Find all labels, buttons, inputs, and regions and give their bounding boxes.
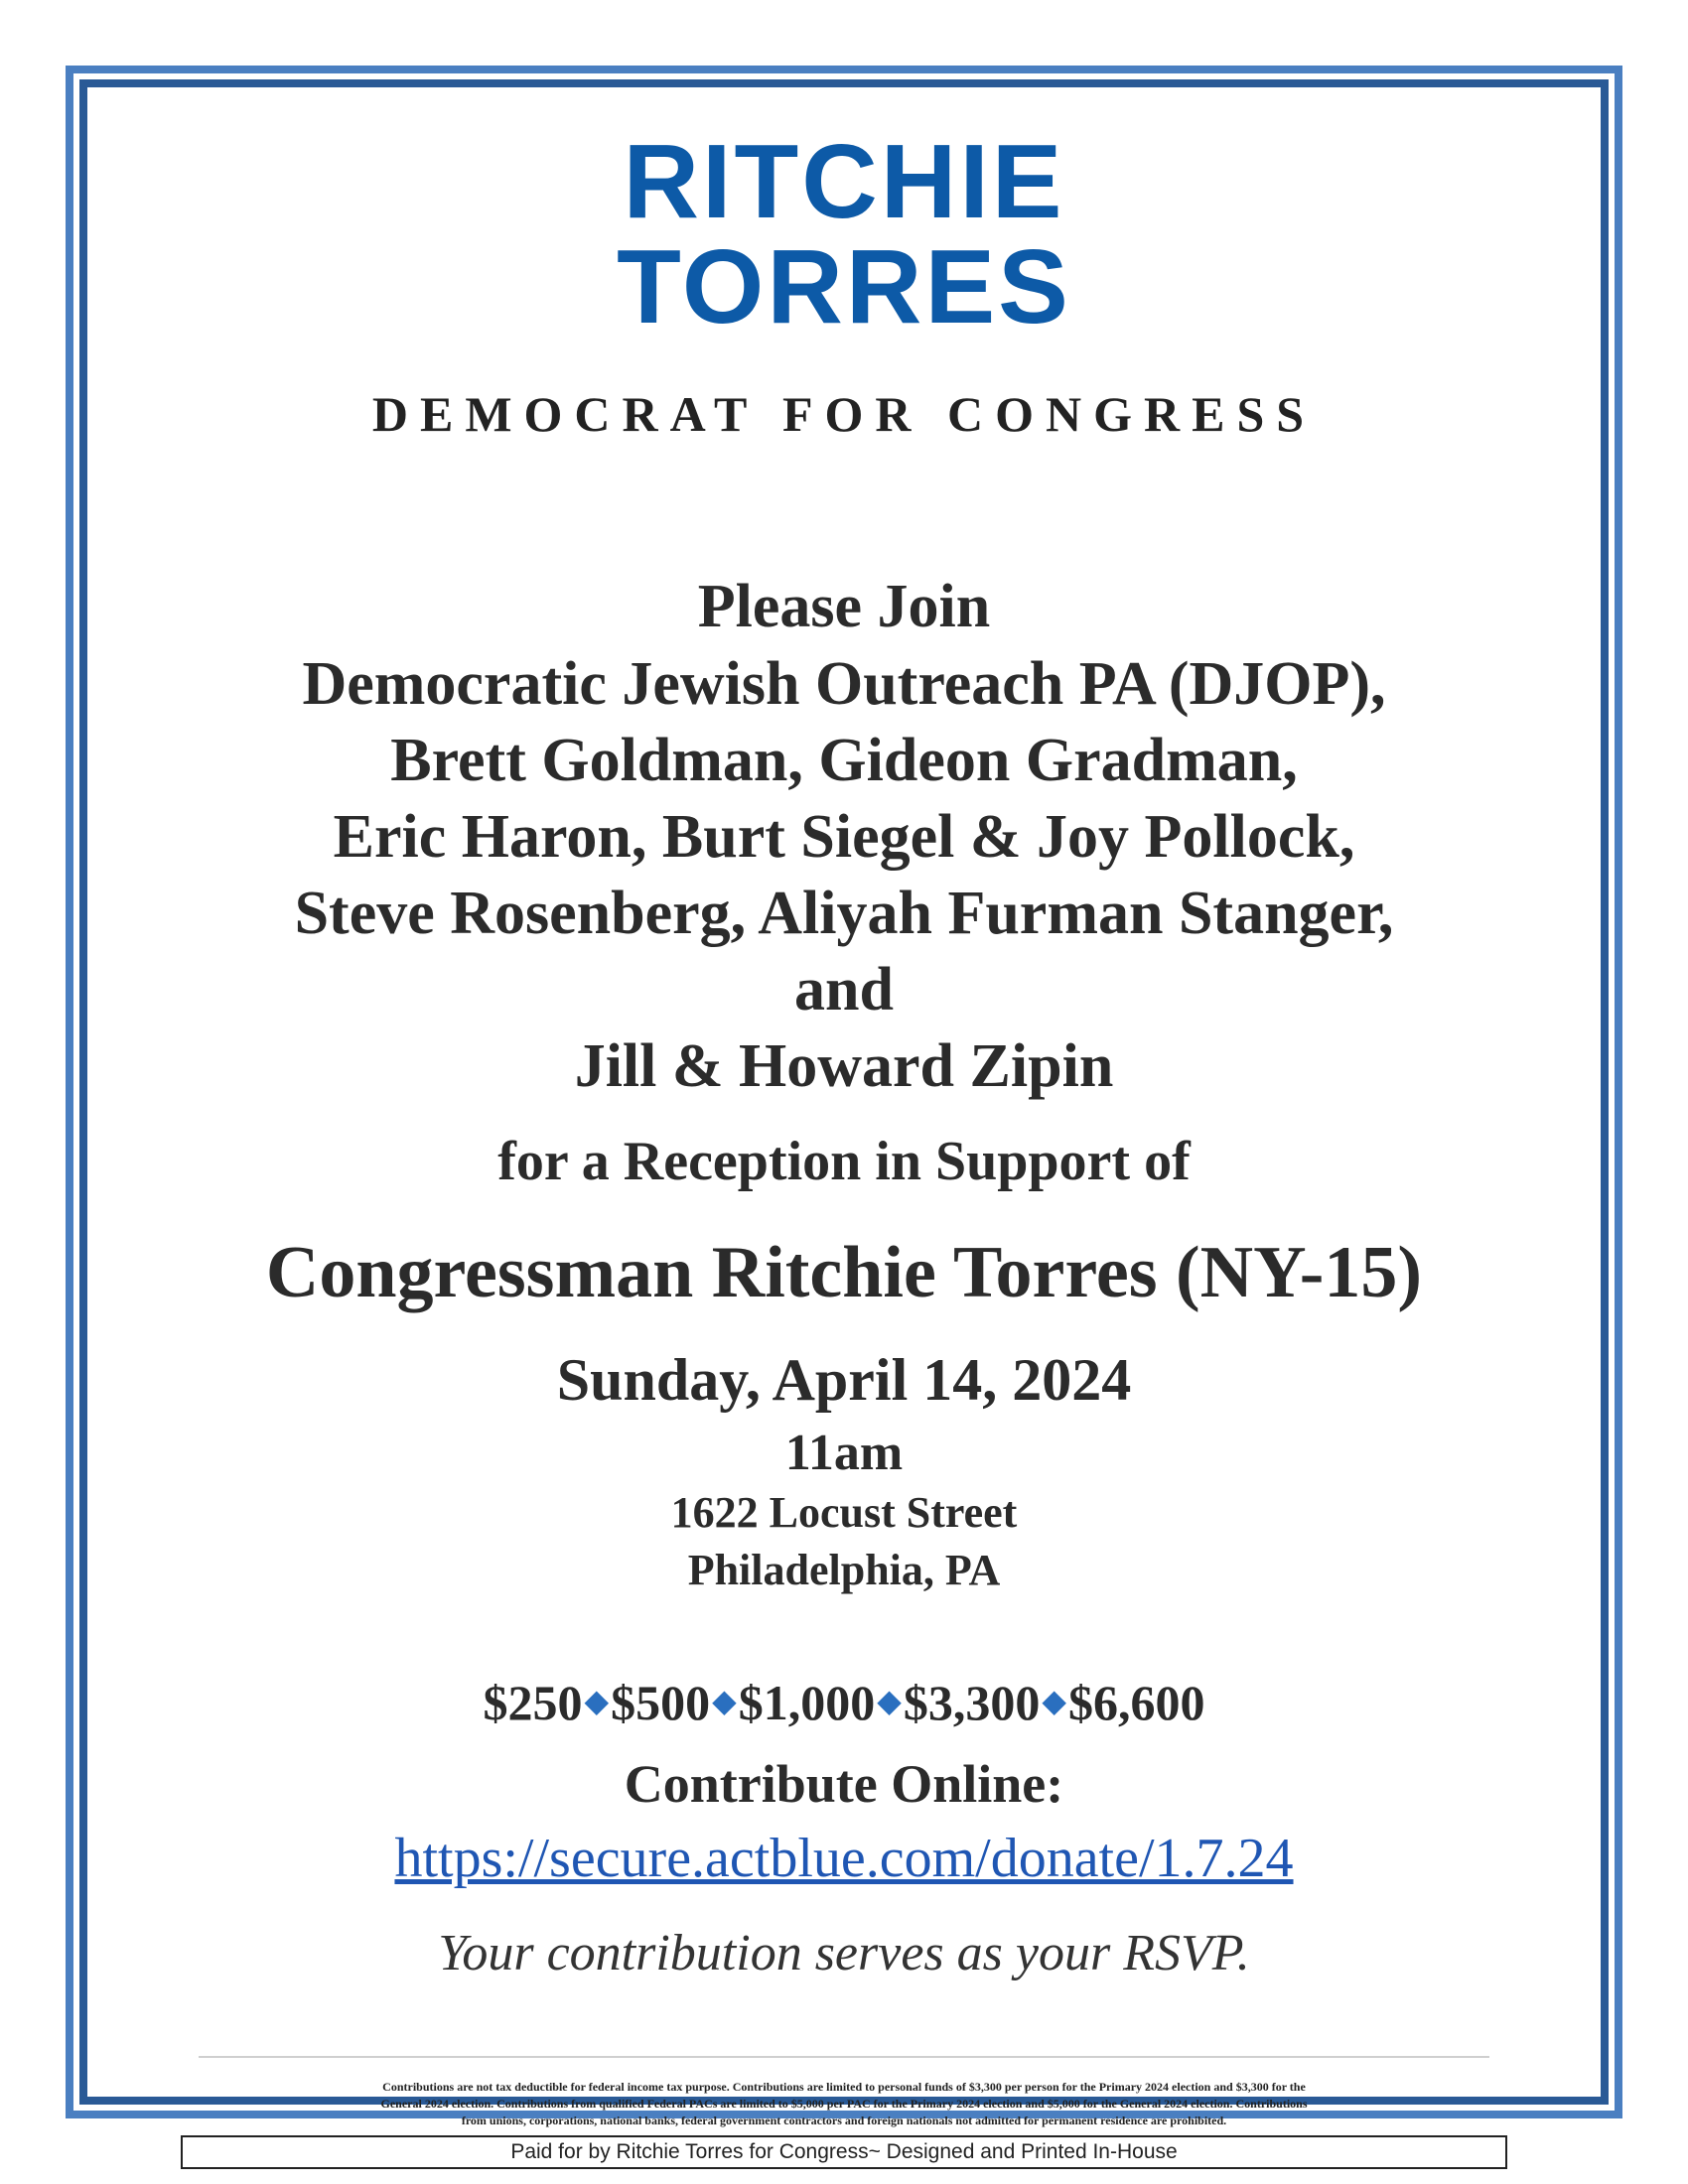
amount-6600: $6,600 xyxy=(1067,1675,1205,1730)
host-line: Jill & Howard Zipin xyxy=(574,1032,1114,1100)
host-line: Steve Rosenberg, Aliyah Furman Stanger, xyxy=(294,880,1394,947)
paid-for-box: Paid for by Ritchie Torres for Congress~ Designed and Printed In-House xyxy=(181,2135,1507,2169)
logo-first-name: RITCHIE xyxy=(623,123,1065,240)
diamond-icon: ◆ xyxy=(584,1683,610,1718)
disclaimer-line: General 2024 election. Contributions from qualified Federal PACs are limited to $5,000 per PAC for the Primary 2024 election and $5,000 for the General 2024 election. Contributions xyxy=(380,2097,1308,2111)
event-address-street: 1622 Locust Street xyxy=(670,1488,1018,1537)
diamond-icon: ◆ xyxy=(877,1683,902,1718)
amount-500: $500 xyxy=(611,1675,711,1730)
footer-divider xyxy=(199,2056,1489,2058)
diamond-icon: ◆ xyxy=(1042,1683,1066,1718)
disclaimer-line: from unions, corporations, national banks, federal government contractors and foreign nationals not admitted for permanent residence are prohibited. xyxy=(461,2114,1227,2127)
rsvp-note: Your contribution serves as your RSVP. xyxy=(438,1925,1250,1981)
donate-link[interactable]: https://secure.actblue.com/donate/1.7.24 xyxy=(394,1828,1294,1889)
disclaimer-line: Contributions are not tax deductible for federal income tax purpose. Contributions are limited to personal funds of $3,300 per person for the Primary 2024 election and $3,300 for the xyxy=(382,2080,1306,2094)
event-date: Sunday, April 14, 2024 xyxy=(556,1347,1132,1413)
host-line: Brett Goldman, Gideon Gradman, xyxy=(390,727,1298,794)
legal-disclaimer xyxy=(199,2079,1489,2129)
contribution-levels xyxy=(87,1674,1601,1731)
amount-250: $250 xyxy=(483,1675,583,1730)
host-line: Eric Haron, Burt Siegel & Joy Pollock, xyxy=(333,803,1355,871)
logo-tagline: DEMOCRAT FOR CONGRESS xyxy=(371,386,1317,442)
event-time: 11am xyxy=(784,1425,904,1481)
contribute-online-label: Contribute Online: xyxy=(624,1754,1064,1814)
host-line: and xyxy=(794,956,894,1024)
amount-1000: $1,000 xyxy=(738,1675,876,1730)
event-address-city: Philadelphia, PA xyxy=(687,1546,1001,1594)
honoree-name: Congressman Ritchie Torres (NY-15) xyxy=(265,1232,1423,1313)
logo-last-name: TORRES xyxy=(617,228,1071,345)
amount-3300: $3,300 xyxy=(903,1675,1041,1730)
support-text: for a Reception in Support of xyxy=(497,1131,1191,1192)
diamond-icon: ◆ xyxy=(712,1683,737,1718)
host-line: Democratic Jewish Outreach PA (DJOP), xyxy=(302,650,1386,718)
invite-heading: Please Join xyxy=(697,573,991,640)
invitation-flyer xyxy=(87,87,1601,2163)
